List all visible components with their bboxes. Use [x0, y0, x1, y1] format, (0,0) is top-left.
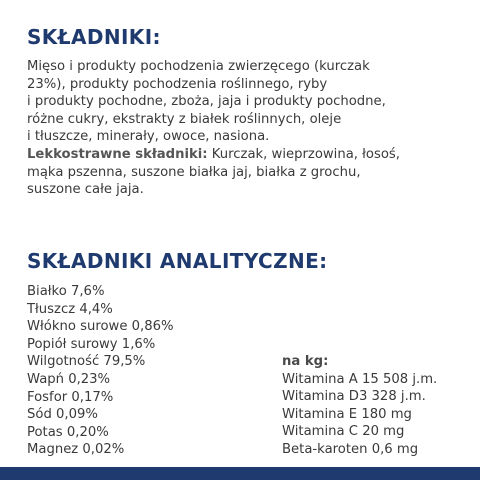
analytic-item: Białko 7,6% — [27, 284, 105, 299]
digestible-line: suszone całe jaja. — [27, 182, 144, 198]
vitamin-item: Witamina E 180 mg — [282, 406, 412, 422]
ingredients-line: i produkty pochodne, zboża, jaja i produkty pochodne, — [27, 94, 386, 110]
per-kg-heading: na kg: — [282, 354, 329, 369]
vitamin-item: Witamina A 15 508 j.m. — [282, 371, 438, 387]
analytic-item: Popiół surowy 1,6% — [27, 336, 156, 352]
vitamins-list — [282, 353, 437, 459]
vitamin-item: Beta-karoten 0,6 mg — [282, 441, 419, 457]
ingredients-line: Mięso i produkty pochodzenia zwierzęcego (kurczak — [27, 59, 370, 74]
analytic-item: Włókno surowe 0,86% — [27, 319, 174, 335]
ingredients-line: i tłuszcze, minerały, owoce, nasiona. — [27, 129, 270, 145]
analytic-item: Wilgotność 79,5% — [27, 354, 146, 370]
vitamin-item: Witamina C 20 mg — [282, 424, 405, 440]
ingredients-line: różne cukry, ekstrakty z białek roślinnych, oleje — [27, 111, 342, 127]
analytic-heading: SKŁADNIKI ANALITYCZNE: — [27, 249, 328, 273]
analytic-item: Sód 0,09% — [27, 407, 98, 423]
digestible-label: Lekkostrawne składniki: — [27, 146, 208, 162]
analytic-item: Potas 0,20% — [27, 424, 109, 440]
ingredients-paragraph — [27, 58, 467, 199]
analytic-item: Wapń 0,23% — [27, 371, 111, 387]
ingredients-heading: SKŁADNIKI: — [27, 25, 161, 49]
analytic-item: Fosfor 0,17% — [27, 389, 114, 405]
analytic-left-list — [27, 283, 174, 459]
bottom-accent-bar — [0, 467, 480, 480]
ingredients-line: 23%), produkty pochodzenia roślinnego, ryby — [27, 76, 328, 92]
digestible-line — [27, 146, 467, 164]
digestible-text: Kurczak, wieprzowina, łosoś, — [207, 146, 400, 162]
vitamin-item: Witamina D3 328 j.m. — [282, 389, 426, 405]
digestible-line: mąka pszenna, suszone białka jaj, białka z grochu, — [27, 164, 361, 180]
analytic-item: Tłuszcz 4,4% — [27, 301, 113, 317]
analytic-item: Magnez 0,02% — [27, 442, 125, 458]
